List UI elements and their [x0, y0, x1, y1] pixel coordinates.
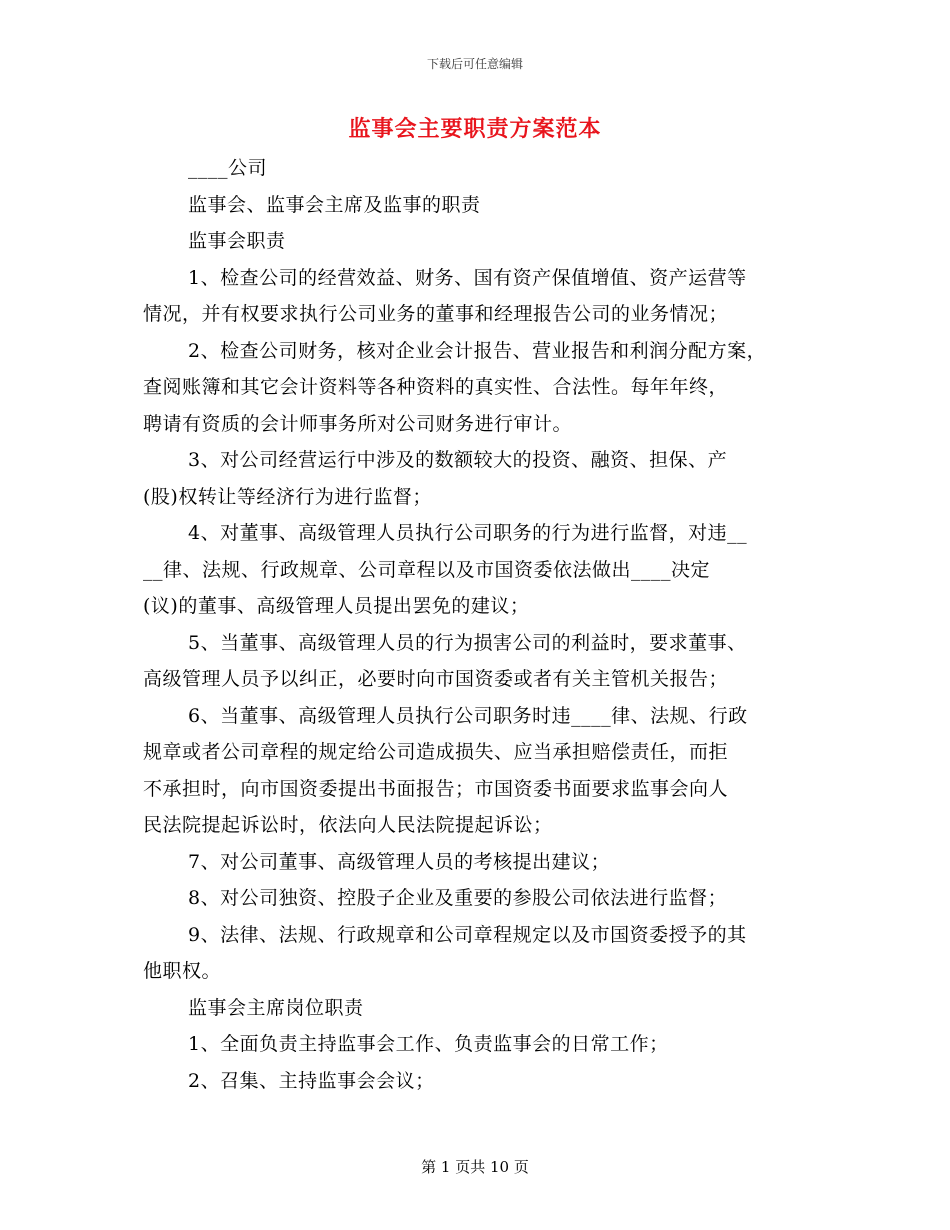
document-title: 监事会主要职责方案范本	[348, 116, 602, 142]
text-line: 不承担时，向市国资委提出书面报告；市国资委书面要求监事会向人	[143, 777, 729, 800]
text-line: 6、当董事、高级管理人员执行公司职务时违____律、法规、行政	[188, 704, 748, 727]
text-line: 监事会、监事会主席及监事的职责	[188, 193, 481, 216]
document-body	[143, 150, 815, 1099]
text-line: 3、对公司经营运行中涉及的数额较大的投资、融资、担保、产	[188, 449, 728, 471]
text-line: 1、检查公司的经营效益、财务、国有资产保值增值、资产运营等	[188, 266, 747, 289]
text-line: 高级管理人员予以纠正，必要时向市国资委或者有关主管机关报告；	[143, 668, 729, 690]
text-line: 监事会职责	[188, 230, 286, 252]
text-line: 规章或者公司章程的规定给公司造成损失、应当承担赔偿责任，而拒	[143, 741, 729, 763]
text-line: 他职权。	[143, 960, 222, 982]
page-number: 第 1 页共 10 页	[421, 1158, 529, 1176]
text-line: __律、法规、行政规章、公司章程以及市国资委依法做出____决定	[143, 558, 711, 581]
text-line: 9、法律、法规、行政规章和公司章程规定以及市国资委授予的其	[188, 923, 747, 946]
text-line: 8、对公司独资、控股子企业及重要的参股公司依法进行监督；	[188, 887, 728, 909]
text-line: 情况，并有权要求执行公司业务的董事和经理报告公司的业务情况；	[143, 303, 729, 325]
text-line: 2、检查公司财务，核对企业会计报告、营业报告和利润分配方案，	[188, 339, 767, 362]
header-note: 下载后可任意编辑	[426, 57, 523, 71]
text-line: 民法院提起诉讼时，依法向人民法院提起诉讼；	[143, 814, 553, 836]
text-line: 聘请有资质的会计师事务所对公司财务进行审计。	[143, 412, 573, 435]
text-line: 查阅账簿和其它会计资料等各种资料的真实性、合法性。每年年终，	[143, 376, 729, 398]
text-line: (议)的董事、高级管理人员提出罢免的建议；	[143, 595, 530, 617]
text-line: 1、全面负责主持监事会工作、负责监事会的日常工作；	[188, 1033, 669, 1055]
text-line: 7、对公司董事、高级管理人员的考核提出建议；	[188, 850, 611, 873]
text-line: ____公司	[188, 157, 268, 179]
text-line: 2、召集、主持监事会会议；	[188, 1069, 435, 1092]
text-line: 5、当董事、高级管理人员的行为损害公司的利益时，要求董事、	[188, 631, 747, 654]
text-line: (股)权转让等经济行为进行监督；	[143, 485, 432, 508]
text-line: 4、对董事、高级管理人员执行公司职务的行为进行监督，对违__	[188, 522, 748, 544]
text-line: 监事会主席岗位职责	[188, 996, 364, 1019]
